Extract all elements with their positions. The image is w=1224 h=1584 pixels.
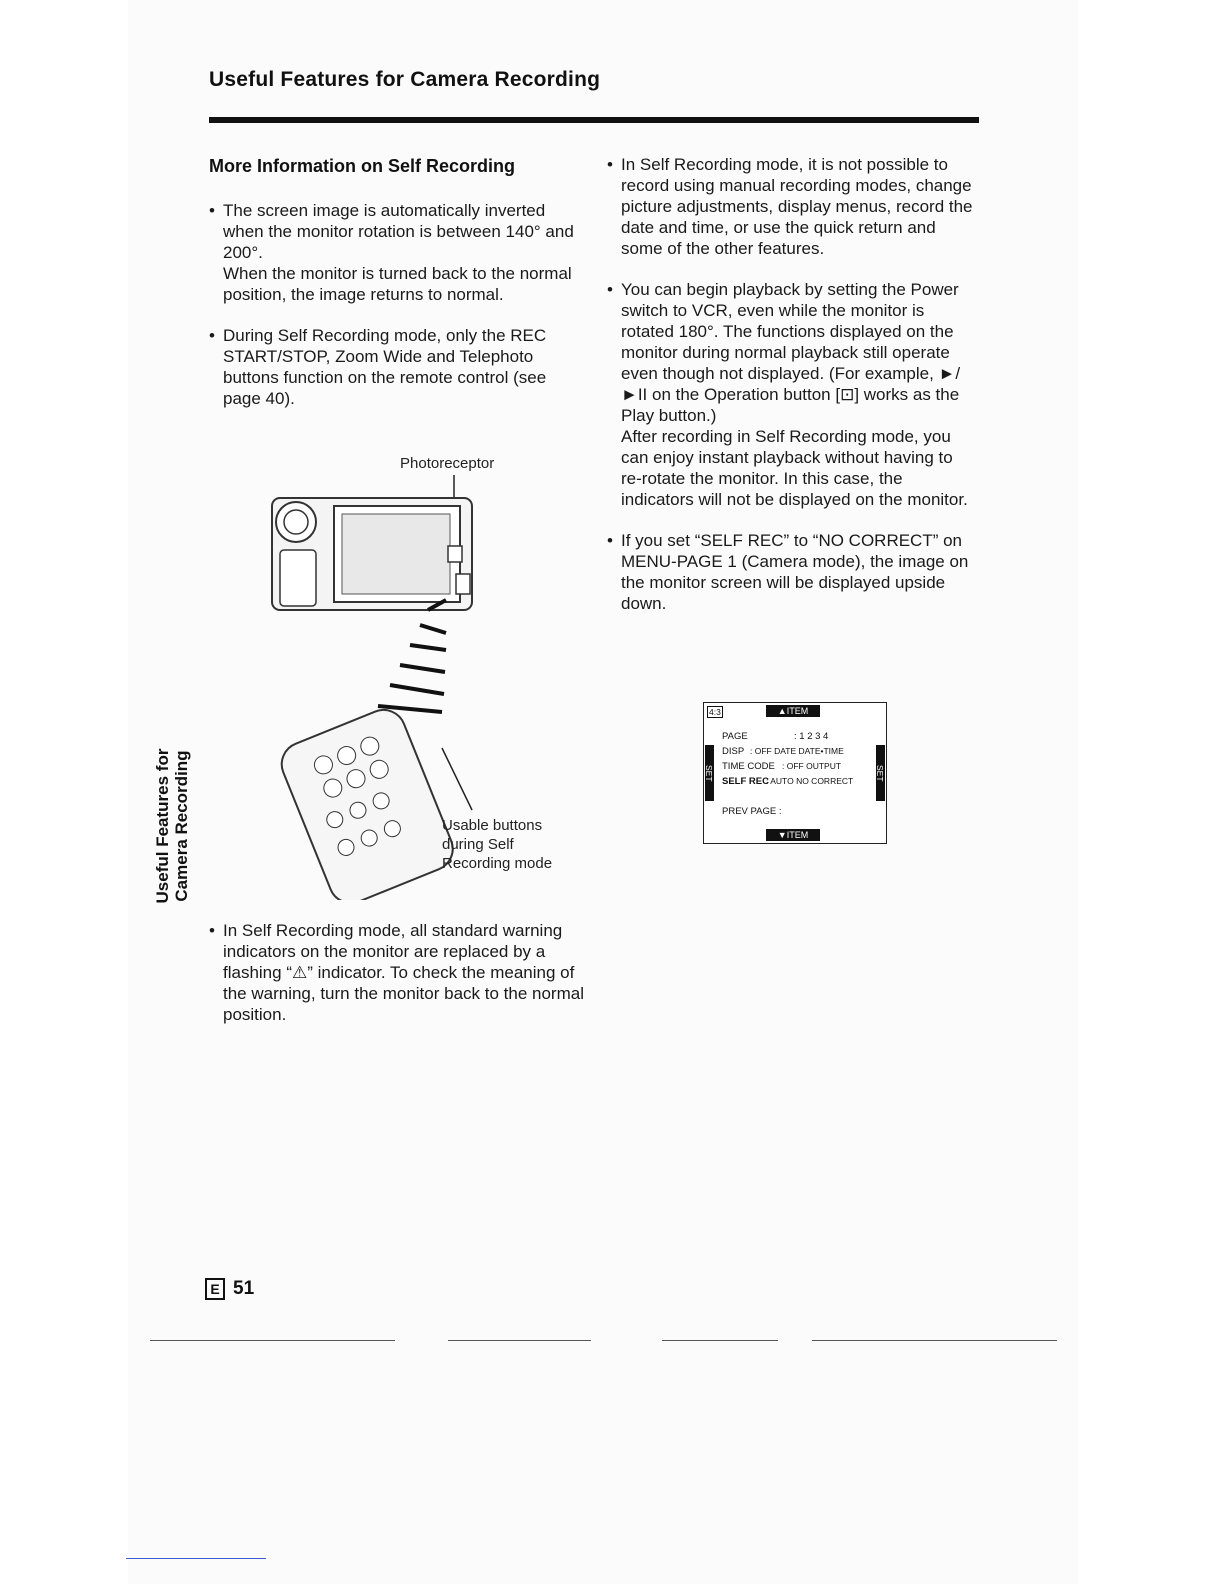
menu-row-disp-label: DISP (722, 746, 745, 757)
photoreceptor-label: Photoreceptor (400, 455, 495, 472)
footer-rule (812, 1340, 1057, 1341)
page-number: 51 (233, 1278, 255, 1299)
page-title: Useful Features for Camera Recording (209, 68, 601, 91)
bullet-text: After recording in Self Recording mode, you can enjoy instant playback without having to re-rotate the monitor. In this case, the indicators will not be displayed on the monitor. (621, 427, 968, 509)
item-up-tab: ▲ITEM (766, 705, 820, 717)
menu-prev-page: PREV PAGE : (722, 806, 782, 817)
bullet-text: • If you set “SELF REC” to “NO CORRECT” on MENU-PAGE 1 (Camera mode), the image on the monitor screen will be displayed upside down. (621, 531, 969, 613)
bullet-item (209, 200, 584, 305)
bullet-text: • In Self Recording mode, it is not possible to record using manual recording modes, change picture adjustments, display menus, record the date and time, or use the quick return and some of the other features. (621, 155, 973, 258)
aspect-ratio-icon: 4:3 (709, 707, 721, 717)
bullet-text: • You can begin playback by setting the Power switch to VCR, even while the monitor is rotated 180°. The functions displayed on the monitor during normal playback still operate even though not displayed. (For example, ►/►II on the Operation button [⊡] works as the Play button.) (621, 280, 961, 425)
side-tab-line1: Useful Features for (153, 748, 172, 904)
bullet-item (209, 920, 584, 1025)
menu-row-selfrec-label: SELF REC (722, 776, 769, 787)
language-badge: E (205, 1278, 225, 1300)
bullet-item (607, 530, 977, 614)
remote-control-icon (275, 703, 459, 900)
page-footer (205, 1278, 254, 1300)
bullet-item (607, 279, 977, 510)
infrared-beam (378, 600, 446, 712)
bullet-text: When the monitor is turned back to the normal position, the image returns to normal. (223, 264, 572, 304)
menu-row-disp-value: : OFF DATE DATE•TIME (750, 746, 844, 756)
left-bottom-bullet (209, 920, 584, 1045)
bullet-text: • In Self Recording mode, all standard warning indicators on the monitor are replaced by a flashing “⚠” indicator. To check the meaning of the warning, turn the monitor back to the normal position. (223, 921, 584, 1024)
footer-rule (448, 1340, 591, 1341)
left-column (209, 200, 584, 429)
menu-screen-illustration (703, 702, 887, 844)
footer-rule (150, 1340, 395, 1341)
usable-buttons-label: Usable buttons during Self Recording mode (442, 817, 553, 872)
menu-row-timecode-value: : OFF OUTPUT (782, 761, 842, 771)
menu-row-timecode-label: TIME CODE (722, 761, 775, 772)
menu-page-values: : 1 2 3 4 (794, 731, 829, 742)
left-set-tab: SET (705, 745, 714, 801)
menu-page-label: PAGE (722, 731, 748, 742)
header-rule (209, 117, 979, 123)
self-recording-figure (260, 450, 590, 900)
side-tab-text (153, 749, 191, 904)
camcorder-icon (272, 498, 472, 610)
right-column (607, 154, 977, 634)
side-tab-line2: Camera Recording (172, 750, 191, 902)
section-title: More Information on Self Recording (209, 156, 516, 176)
item-down-tab: ▼ITEM (766, 829, 820, 841)
side-section-tab (150, 740, 194, 912)
bullet-item (607, 154, 977, 259)
bullet-text: • During Self Recording mode, only the REC START/STOP, Zoom Wide and Telephoto buttons function on the remote control (see page 40). (223, 326, 547, 408)
menu-row-selfrec-value: : AUTO NO CORRECT (766, 776, 854, 786)
bullet-item (209, 325, 584, 409)
right-set-tab: SET (876, 745, 885, 801)
bullet-text: • The screen image is automatically inverted when the monitor rotation is between 140° and 200°. (223, 201, 574, 262)
footer-blue-rule (126, 1558, 266, 1559)
footer-rule (662, 1340, 778, 1341)
